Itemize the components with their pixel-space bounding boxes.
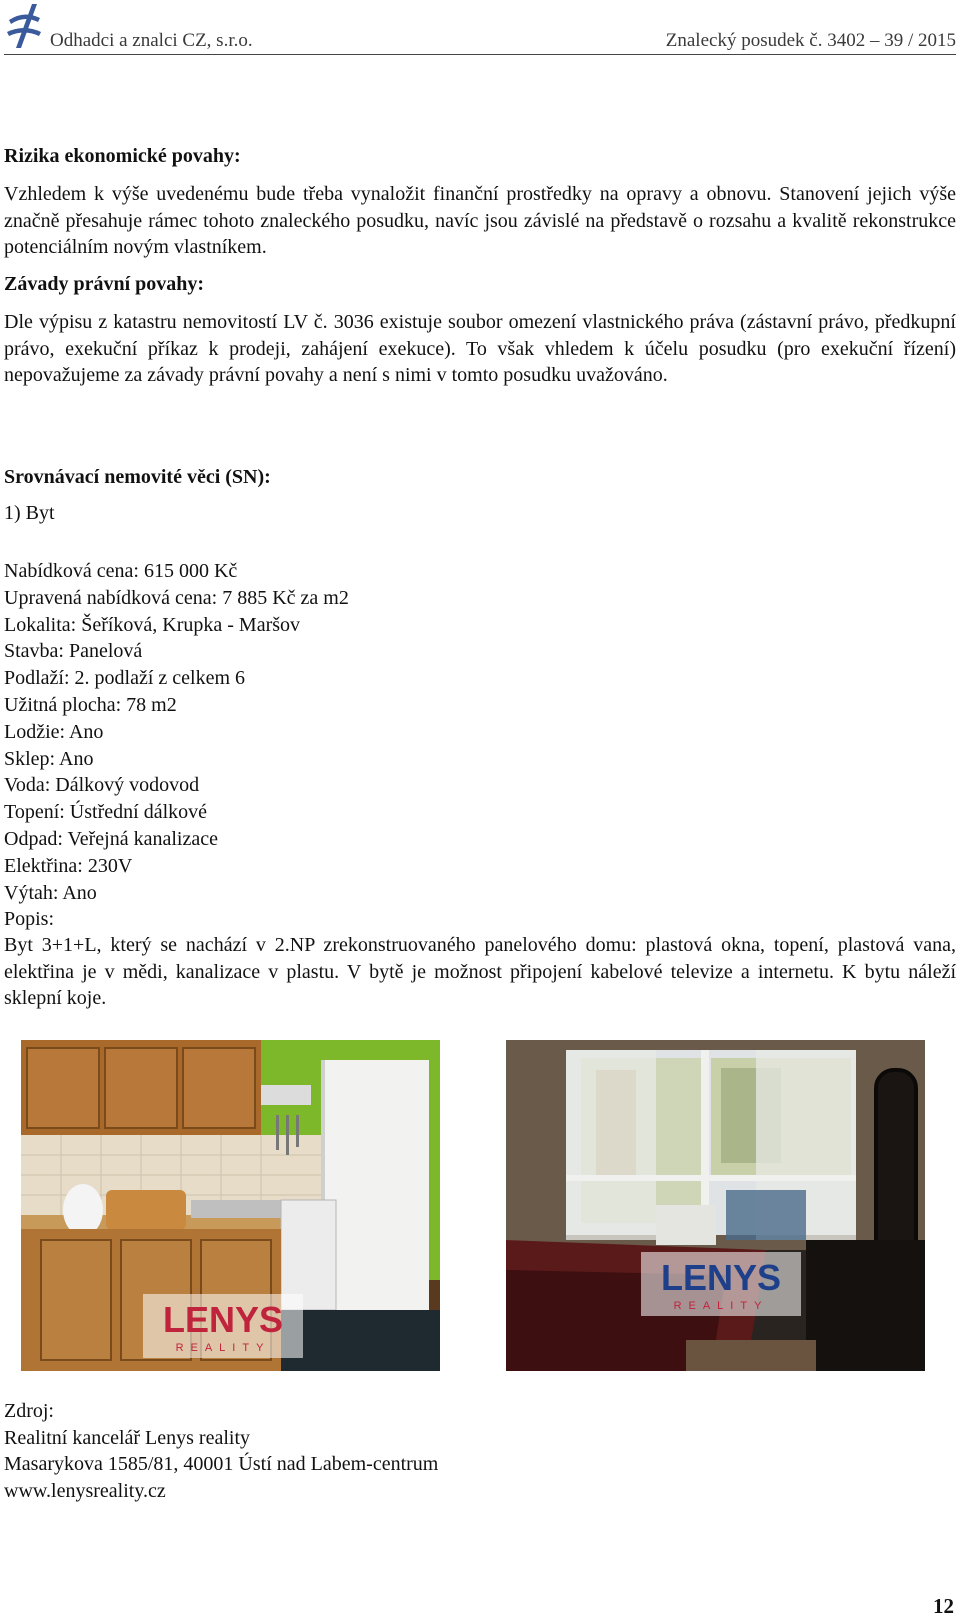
page-number: 12 [933, 1594, 954, 1618]
kitchen-photo [21, 1040, 440, 1371]
detail-construction: Stavba: Panelová [4, 640, 143, 663]
legal-defects-heading: Závady právní povahy: [4, 273, 205, 295]
detail-floor: Podlaží: 2. podlaží z celkem 6 [4, 667, 246, 690]
header-divider [4, 54, 956, 55]
detail-description-label: Popis: [4, 908, 55, 931]
economic-risks-heading: Rizika ekonomické povahy: [4, 145, 241, 167]
room-watermark-main: LENYS [660, 1257, 782, 1298]
detail-sewage: Odpad: Veřejná kanalizace [4, 827, 218, 850]
room-photo [506, 1040, 925, 1371]
source-website: www.lenysreality.cz [4, 1479, 166, 1502]
source-label: Zdroj: [4, 1400, 54, 1422]
detail-heating: Topení: Ústřední dálkové [4, 801, 207, 824]
source-agency: Realitní kancelář Lenys reality [4, 1426, 251, 1449]
source-block [4, 1398, 438, 1504]
detail-adjusted-price: Upravená nabídková cena: 7 885 Kč za m2 [4, 586, 349, 609]
detail-loggia: Lodžie: Ano [4, 720, 104, 743]
detail-water: Voda: Dálkový vodovod [4, 774, 200, 797]
economic-risks-text: Vzhledem k výše uvedenému bude třeba vynaložit finanční prostředky na opravy a obnovu. Stanovení jejich výše značně přesahuje rámec tohoto znaleckého posudku, navíc jsou závislé na představě o rozsahu a kvalitě rekonstrukce potenciálním novým vlastníkem. [4, 183, 956, 259]
comparable-item-label: 1) Byt [4, 502, 55, 524]
detail-offer-price: Nabídková cena: 615 000 Kč [4, 560, 238, 582]
header-company-name: Odhadci a znalci CZ, s.r.o. [50, 30, 253, 51]
comparable-description: Byt 3+1+L, který se nachází v 2.NP zrekonstruovaného panelového domu: plastová okna, topení, plastová vana, elektřina je v mědi, kanalizace v plastu. V bytě je možnost připojení kabelové televize a internetu. K bytu náleží sklepní koje. [4, 934, 956, 1010]
kitchen-watermark-main: LENYS [162, 1299, 284, 1340]
detail-electricity: Elektřina: 230V [4, 854, 133, 877]
comparable-details-list [4, 558, 349, 933]
room-watermark-sub: REALITY [673, 1300, 769, 1312]
comparables-heading: Srovnávací nemovité věci (SN): [4, 466, 271, 488]
detail-cellar: Sklep: Ano [4, 747, 94, 770]
legal-defects-text: Dle výpisu z katastru nemovitostí LV č. 3036 existuje soubor omezení vlastnického práva (zástavní právo, předkupní právo, exekuční příkaz k prodeji, zahájení exekuce). To však vhledem k účelu posudku (pro exekuční řízení) nepovažujeme za závady právní povahy a není s nimi v tomto posudku uvažováno. [4, 311, 956, 387]
page-header [0, 0, 960, 58]
kitchen-watermark-sub: REALITY [175, 1342, 271, 1354]
source-address: Masarykova 1585/81, 40001 Ústí nad Labem-centrum [4, 1453, 439, 1476]
detail-elevator: Výtah: Ano [4, 881, 97, 904]
header-report-reference: Znalecký posudek č. 3402 – 39 / 2015 [665, 30, 956, 51]
detail-location: Lokalita: Šeříková, Krupka - Maršov [4, 613, 301, 636]
company-logo [4, 2, 44, 50]
detail-usable-area: Užitná plocha: 78 m2 [4, 693, 177, 716]
